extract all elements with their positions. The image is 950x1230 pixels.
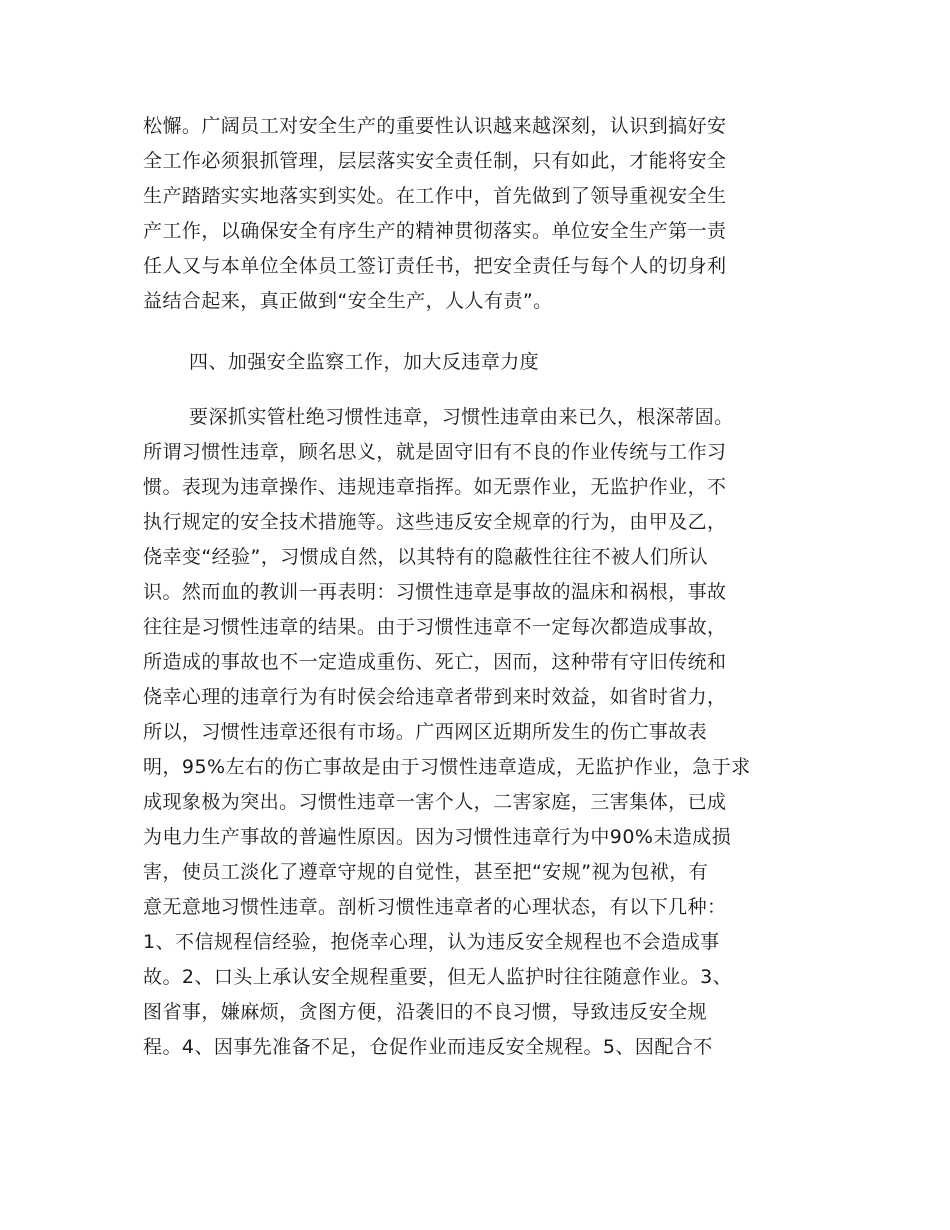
paragraph-2-line-7: 往往是习惯性违章的结果。由于习惯性违章不一定每次都造成事故， [143, 616, 727, 638]
paragraph-2-line-12: 成现象极为突出。习惯性违章一害个人，二害家庭，三害集体，已成 [143, 791, 727, 813]
paragraph-2-line-9: 侥幸心理的违章行为有时侯会给违章者带到来时效益，如省时省力， [143, 686, 727, 708]
paragraph-2-line-10: 所以，习惯性违章还很有市场。广西网区近期所发生的伤亡事故表 [143, 721, 708, 743]
paragraph-2-line-3: 惯。表现为违章操作、违规违章指挥。如无票作业，无监护作业，不 [143, 476, 727, 498]
paragraph-2-line-5: 侥幸变“经验”，习惯成自然，以其特有的隐蔽性往往不被人们所认 [143, 546, 709, 568]
paragraph-2-line-19: 程。4、因事先准备不足，仓促作业而违反安全规程。5、因配合不 [143, 1036, 713, 1058]
paragraph-2-line-8: 所造成的事故也不一定造成重伤、死亡，因而，这种带有守旧传统和 [143, 651, 727, 673]
paragraph-2-line-18: 图省事，嫌麻烦，贪图方便，沿袭旧的不良习惯，导致违反安全规 [143, 1001, 708, 1023]
section-heading: 四、加强安全监察工作，加大反违章力度 [189, 351, 540, 373]
paragraph-1-line-5: 任人又与本单位全体员工签订责任书，把安全责任与每个人的切身利 [143, 255, 727, 277]
paragraph-1-line-1: 松懈。广阔员工对安全生产的重要性认识越来越深刻，认识到搞好安 [143, 115, 727, 137]
paragraph-2-line-17: 故。2、口头上承认安全规程重要，但无人监护时往往随意作业。3、 [143, 966, 733, 988]
paragraph-1-line-2: 全工作必须狠抓管理，层层落实安全责任制，只有如此，才能将安全 [143, 150, 727, 172]
paragraph-2-line-16: 1、不信规程信经验，抱侥幸心理，认为违反安全规程也不会造成事 [143, 931, 720, 953]
paragraph-2-line-4: 执行规定的安全技术措施等。这些违反安全规章的行为，由甲及乙， [143, 511, 727, 533]
paragraph-2-line-13: 为电力生产事故的普遍性原因。因为习惯性违章行为中90%未造成损 [143, 826, 732, 848]
paragraph-1-line-6: 益结合起来，真正做到“安全生产，人人有责”。 [143, 290, 553, 312]
paragraph-1-line-3: 生产踏踏实实地落实到实处。在工作中，首先做到了领导重视安全生 [143, 185, 727, 207]
paragraph-1-line-4: 产工作，以确保安全有序生产的精神贯彻落实。单位安全生产第一责 [143, 220, 727, 242]
paragraph-2-line-14: 害，使员工淡化了遵章守规的自觉性，甚至把“安规”视为包袱，有 [143, 861, 709, 883]
paragraph-2-line-1: 要深抓实管杜绝习惯性违章，习惯性违章由来已久，根深蒂固。 [189, 406, 734, 428]
paragraph-2-line-6: 识。然而血的教训一再表明：习惯性违章是事故的温床和祸根，事故 [143, 581, 727, 603]
paragraph-2-line-11: 明，95%左右的伤亡事故是由于习惯性违章造成，无监护作业，急于求 [143, 756, 751, 778]
paragraph-2-line-2: 所谓习惯性违章，顾名思义，就是固守旧有不良的作业传统与工作习 [143, 441, 727, 463]
paragraph-2-line-15: 意无意地习惯性违章。剖析习惯性违章者的心理状态，有以下几种： [143, 896, 727, 918]
